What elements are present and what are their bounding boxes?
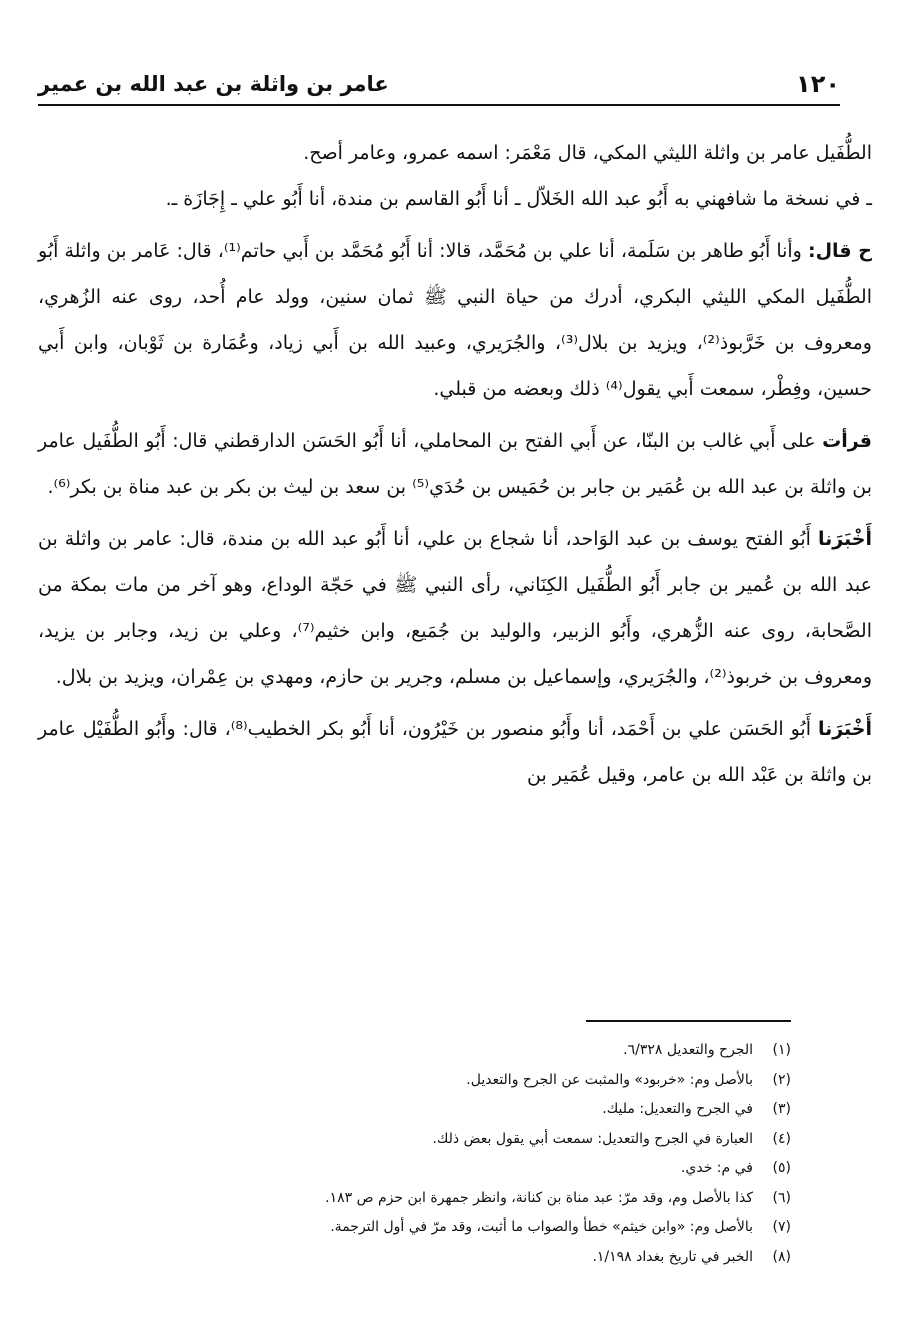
paragraph-text: أَبُو الحَسَن علي بن أَحْمَد، أنا وأَبُو منصور بن خَيْرُون، أنا أَبُو بكر الخطيب⁽⁸⁾، قال: وأَبُو الطُّفَيْل عامر بن واثلة بن عَبْد الله بن عامر، وقيل عُمَير بن [38, 718, 872, 786]
paragraph [38, 706, 872, 798]
footnote-item [40, 1184, 791, 1214]
footnote-text: العبارة في الجرح والتعديل: سمعت أبي يقول بعض ذلك. [432, 1130, 753, 1147]
paragraph-lead: أَخْبَرَنا [817, 718, 872, 740]
paragraph-text: وأنا أَبُو طاهر بن سَلَمة، أنا علي بن مُحَمَّد، قالا: أنا أَبُو مُحَمَّد بن أَبي حاتم⁽¹⁾، قال: عَامر بن واثلة أَبُو الطُّفَيل المكي الليثي البكري، أدرك من حياة النبي ﷺ ثمان سنين، وولد عام أُحد، روى عنه الزُهري، ومعروف بن خَرَّبوذ⁽²⁾، ويزيد بن بلال⁽³⁾، والجُرَيري، وعبيد الله بن أَبي زياد، وعُمَارة بن ثَوْبان، وابن أَبي حسين، وفِطْر، سمعت أَبي يقول⁽⁴⁾ ذلك وبعضه من قبلي. [38, 240, 872, 400]
footnote-item [40, 1125, 791, 1155]
page-number: ١٢٠ [796, 70, 840, 98]
footnote-item [40, 1095, 791, 1125]
paragraph [38, 130, 872, 176]
footnote-item [40, 1243, 791, 1273]
footnote-text: في الجرح والتعديل: مليك. [602, 1101, 753, 1117]
paragraph-lead: ح قال: [807, 240, 872, 262]
footnote-number: (٧) [772, 1219, 791, 1235]
paragraph [38, 418, 872, 510]
paragraph-text: على أَبي غالب بن البنّا، عن أَبي الفتح بن المحاملي، أنا أَبُو الحَسَن الدارقطني قال: أَبُو الطُّفَيل عامر بن واثلة بن عبد الله بن عُمَير بن جابر بن حُمَيس بن حُدَي⁽⁵⁾ بن سعد بن ليث بن بكر بن عبد مناة بن بكر⁽⁶⁾. [38, 430, 872, 498]
footnote-item [40, 1036, 791, 1066]
paragraph-lead: أَخْبَرَنا [817, 528, 873, 550]
footnote-text: الخبر في تاريخ بغداد ١/١٩٨. [592, 1248, 753, 1265]
paragraph [38, 516, 872, 700]
footnote-number: (٢) [772, 1071, 791, 1088]
footnote-item [40, 1066, 791, 1096]
footnote-item [40, 1154, 791, 1184]
footnote-text: في م: خدي. [680, 1160, 753, 1176]
footnote-number: (٤) [772, 1130, 791, 1147]
paragraph-lead: قرأت [822, 430, 872, 452]
paragraph-text: أَبُو الفتح يوسف بن عبد الوَاحد، أنا شجاع بن علي، أنا أَبُو عبد الله بن مندة، قال: عامر بن واثلة بن عبد الله بن عُمير بن جابر أَبُو الطُّفَيل الكِنَاني، رأى النبي ﷺ في حَجّة الوداع، وهو آخر من مات بمكة من الصَّحابة، روى عنه الزُّهري، وأَبُو الزبير، والوليد بن جُمَيع، وابن خثيم⁽⁷⁾، وعلي بن زيد، وجابر بن يزيد، ومعروف بن خربوذ⁽²⁾، والجُرَيري، وإسماعيل بن مسلم، وجرير بن حازم، ومهدي بن عِمْران، ويزيد بن بلال. [38, 528, 872, 688]
running-title: عامر بن واثلة بن عبد الله بن عمير [38, 72, 389, 96]
page-header [38, 64, 840, 106]
paragraph [38, 228, 872, 412]
main-text [38, 130, 872, 798]
footnote-text: بالأصل وم: «وابن خيثم» خطأ والصواب ما أثبت، وقد مرّ في أول الترجمة. [330, 1219, 753, 1235]
footnote-text: الجرح والتعديل ٦/٣٢٨. [623, 1042, 753, 1058]
footnote-number: (٥) [772, 1160, 791, 1176]
footnote-item [40, 1213, 791, 1243]
footnotes [40, 1036, 791, 1272]
footnote-number: (٦) [772, 1189, 791, 1206]
footnote-number: (٣) [772, 1101, 791, 1117]
paragraph-text: الطُّفَيل عامر بن واثلة الليثي المكي، قال مَعْمَر: اسمه عمرو، وعامر أصح. [303, 142, 872, 164]
footnote-divider [586, 1020, 791, 1022]
paragraph-text: ـ في نسخة ما شافهني به أَبُو عبد الله الخَلاّل ـ أنا أَبُو القاسم بن مندة، أنا أَبُو علي ـ إِجَازَة ـ. [165, 188, 872, 210]
paragraph [38, 176, 872, 222]
footnote-text: كذا بالأصل وم، وقد مرّ: عبد مناة بن كنانة، وانظر جمهرة ابن حزم ص ١٨٣. [325, 1189, 753, 1206]
footnote-text: بالأصل وم: «خربود» والمثبت عن الجرح والتعديل. [466, 1071, 753, 1088]
footnote-number: (١) [772, 1042, 791, 1058]
footnote-number: (٨) [772, 1248, 791, 1265]
